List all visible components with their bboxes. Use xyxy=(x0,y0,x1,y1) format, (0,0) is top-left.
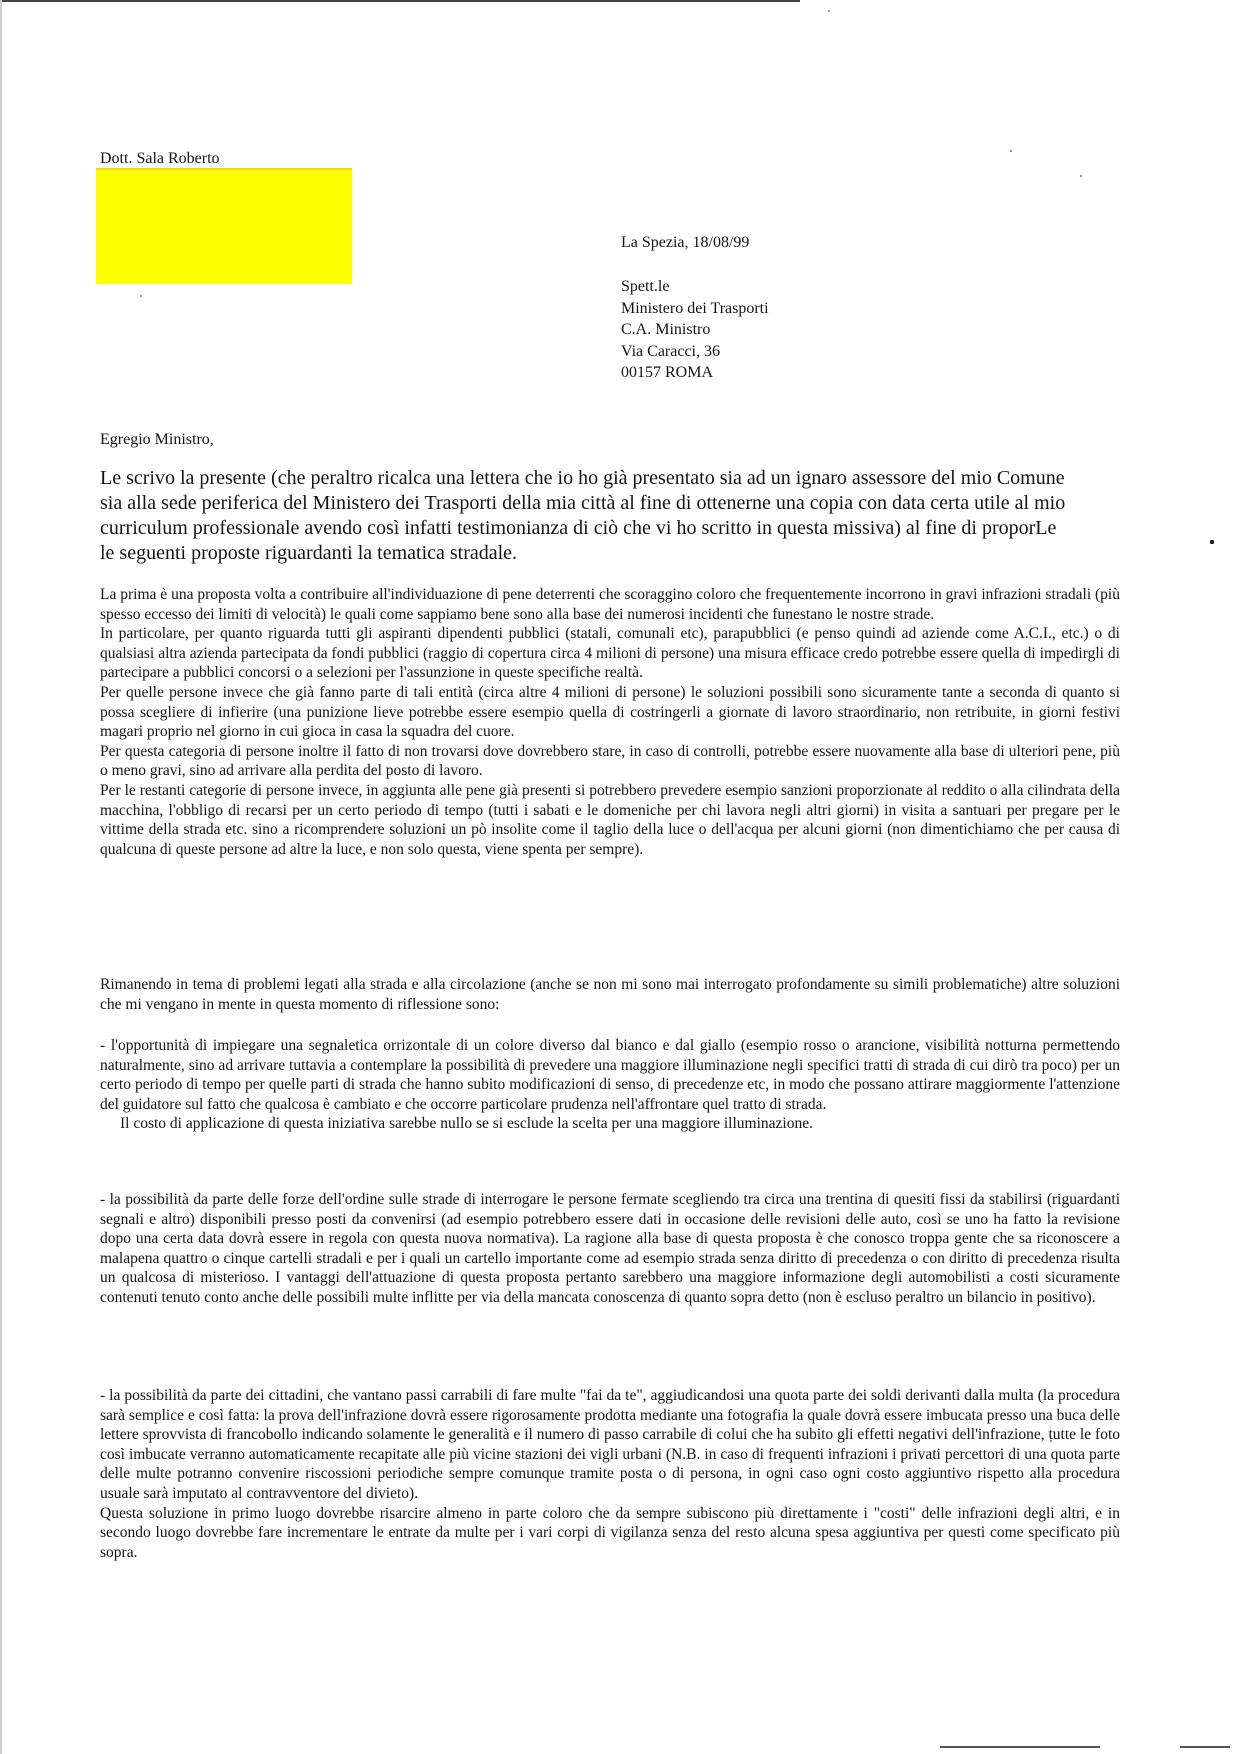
date-place: La Spezia, 18/08/99 xyxy=(621,234,750,251)
scan-edge-top xyxy=(0,0,800,2)
scan-edge-left xyxy=(0,0,2,1754)
body-paragraph: - la possibilità da parte delle forze dell'ordine sulle strade di interrogare le persone fermate scegliendo tra circa una trentina di quesiti fissi da stabilirsi (riguardanti segnali e altro) disponibili presso posti da convenirsi (ad esempio potrebbero essere dati in occasione delle revisioni delle auto, così se uno ha fatto la revisione dopo una certa data dovrà essere in regola con questa nuova normativa). La ragione alla base di questa proposta è che conosco troppa gente che sa riconoscere a malapena quattro o cinque cartelli stradali e per i quali un cartello importante come ad esempio strada senza diritto di precedenza o con diritto di precedenza risulta un qualcosa di misterioso. I vantaggi dell'attuazione di questa proposta pertanto sarebbero una maggiore informazione degli automobilisti a costi sicuramente contenuti tenuto conto anche delle possibili multe inflitte per via della mancata conoscenza di quanto sopra detto (non è escluso peraltro un bilancio in positivo). xyxy=(100,1191,1120,1306)
body-paragraph: Per questa categoria di persone inoltre il fatto di non trovarsi dove dovrebbero stare, in caso di controlli, potrebbe essere nuovamente alla base di ulteriori pene, più o meno gravi, sino ad arrivare alla perdita del posto di lavoro. xyxy=(100,742,1120,780)
scan-speck xyxy=(1210,540,1214,544)
redacted-address-block xyxy=(96,168,352,284)
body-paragraph: La prima è una proposta volta a contribuire all'individuazione di pene deterrenti che scoraggino coloro che frequentemente incorrono in gravi infrazioni stradali (più spesso eccesso dei limiti di velocità) le quali come sappiamo bene sono alla base dei numerosi incidenti che funestano le nostre strade. xyxy=(100,586,1120,623)
recipient-line: C.A. Ministro xyxy=(621,321,711,338)
body-paragraph: - l'opportunità di impiegare una segnaletica orrizontale di un colore diverso dal bianco e dal giallo (esempio rosso o arancione, visibilità notturna permettendo naturalmente, sino ad arrivare tuttavia a contemplare la possibilità di prevedere una maggiore illuminazione negli specifici tratti di strada di cui dirò tra poco) per un certo periodo di tempo per quelle parti di strada che hanno subito modificazioni di senso, di precedenze etc, in modo che possano attirare maggiormente l'attenzione del guidatore sul fatto che qualcosa è cambiato e che occorre particolare prudenza nell'affrontare quel tratto di strada. xyxy=(100,1037,1120,1113)
body-paragraph: Questa soluzione in primo luogo dovrebbe risarcire almeno in parte coloro che da sempre subiscono più direttamente i "costi" delle infrazioni degli altri, e in secondo luogo dovrebbe fare incrementare le entrate da multe per i vari corpi di vigilanza senza del resto alcuna spesa aggiuntiva per questi come specificato più sopra. xyxy=(100,1504,1120,1561)
recipient-line: Spett.le xyxy=(621,278,670,295)
scan-speck xyxy=(828,10,830,12)
body-paragraph: Per le restanti categorie di persone invece, in aggiunta alle pene già presenti si potrebbero prevedere esempio sanzioni proporzionate al reddito o alla cilindrata della macchina, l'obbligo di recarsi per un certo periodo di tempo (tutti i sabati e le domeniche per chi lavora negli altri giorni) in visita a santuari per pregare per le vittime della strada etc. sino a ricomprendere soluzioni un pò insolite come il taglio della luce o dell'acqua per alcuni giorni (non dimentichiamo che per causa di qualcuna di queste persone ad altre la luce, e non solo questa, viene spenta per sempre). xyxy=(100,781,1120,858)
intro-paragraph: Le scrivo la presente (che peraltro ricalca una lettera che io ho già presentato sia ad un ignaro assessore del mio Comune sia alla sede periferica del Ministero dei Trasporti della mia città al fine di ottenerne una copia con data certa utile al mio curriculum professionale avendo così infatti testimonianza di ciò che vi ho scritto in questa missiva) al fine di proporLe le seguenti proposte riguardanti la tematica stradale. xyxy=(100,467,1066,564)
scan-artifact-line xyxy=(940,1746,1100,1748)
scan-artifact-line xyxy=(1180,1746,1230,1748)
body-paragraph: In particolare, per quanto riguarda tutti gli aspiranti dipendenti pubblici (statali, comunali etc), parapubblici (e penso quindi ad aziende come A.C.I., etc.) o di qualsiasi altra azienda partecipata da fondi pubblici (raggio di copertura circa 4 milioni di persone) una misura efficace credo potrebbe essere quella di impedirgli di partecipare a pubblici concorsi o a selezioni per l'assunzione in queste specifiche realtà. xyxy=(100,625,1120,682)
road-marking-proposal xyxy=(100,1036,1120,1134)
body-paragraph: - la possibilità da parte dei cittadini, che vantano passi carrabili di fare multe "fai da te", aggiudicandosi una quota parte dei soldi derivanti dalla multa (la procedura sarà semplice e così fatta: la prova dell'infrazione dovrà essere rigorosamente prodotta mediante una fotografia la quale dovrà essere imbucata presso una buca delle lettere sprovvista di francobollo indicando solamente le generalità e il numero di passo carrabile di colui che ha subito gli effetti negativi dell'infrazione, tutte le foto così imbucate verranno automaticamente recapitate alle più vicine stazioni dei vigli urbani (N.B. in caso di frequenti infrazioni i privati percettori di una quota parte delle multe potranno convenire riscossioni periodiche sempre comunque tramite posta o di persona, in ogni caso ogni costo aggiuntivo rispetto alla procedura usuale sarà imputato al contravventore del divieto). xyxy=(100,1387,1120,1502)
body-paragraph: Rimanendo in tema di problemi legati alla strada e alla circolazione (anche se non mi sono mai interrogato profondamente su simili problematiche) altre soluzioni che mi vengano in mente in questa momento di riflessione sono: xyxy=(100,976,1120,1013)
recipient-address xyxy=(621,276,769,384)
recipient-line: 00157 ROMA xyxy=(621,364,714,381)
recipient-line: Via Caracci, 36 xyxy=(621,342,720,360)
citizen-fines-proposal xyxy=(100,1386,1120,1562)
recipient-line: Ministero dei Trasporti xyxy=(621,299,769,317)
scan-speck xyxy=(1010,150,1012,152)
scan-speck xyxy=(140,295,142,297)
driver-quiz-proposal xyxy=(100,1190,1120,1308)
body-paragraph: Il costo di applicazione di questa iniziativa sarebbe nullo se si esclude la scelta per una maggiore illuminazione. xyxy=(120,1115,813,1133)
sender-name: Dott. Sala Roberto xyxy=(100,150,220,167)
first-proposal-section xyxy=(100,585,1120,859)
transition-paragraph xyxy=(100,975,1120,1014)
salutation: Egregio Ministro, xyxy=(100,431,214,448)
scan-speck xyxy=(1080,175,1082,177)
body-paragraph: Per quelle persone invece che già fanno parte di tali entità (circa altre 4 milioni di persone) le soluzioni possibili sono sicuramente tante a seconda di quanto si possa scegliere di infierire (una punizione lieve potrebbe essere esempio quella di costringerli a giornate di lavoro straordinario, non retribuite, in giorni festivi magari proprio nel giorno in cui gioca in casa la squadra del cuore. xyxy=(100,683,1120,741)
